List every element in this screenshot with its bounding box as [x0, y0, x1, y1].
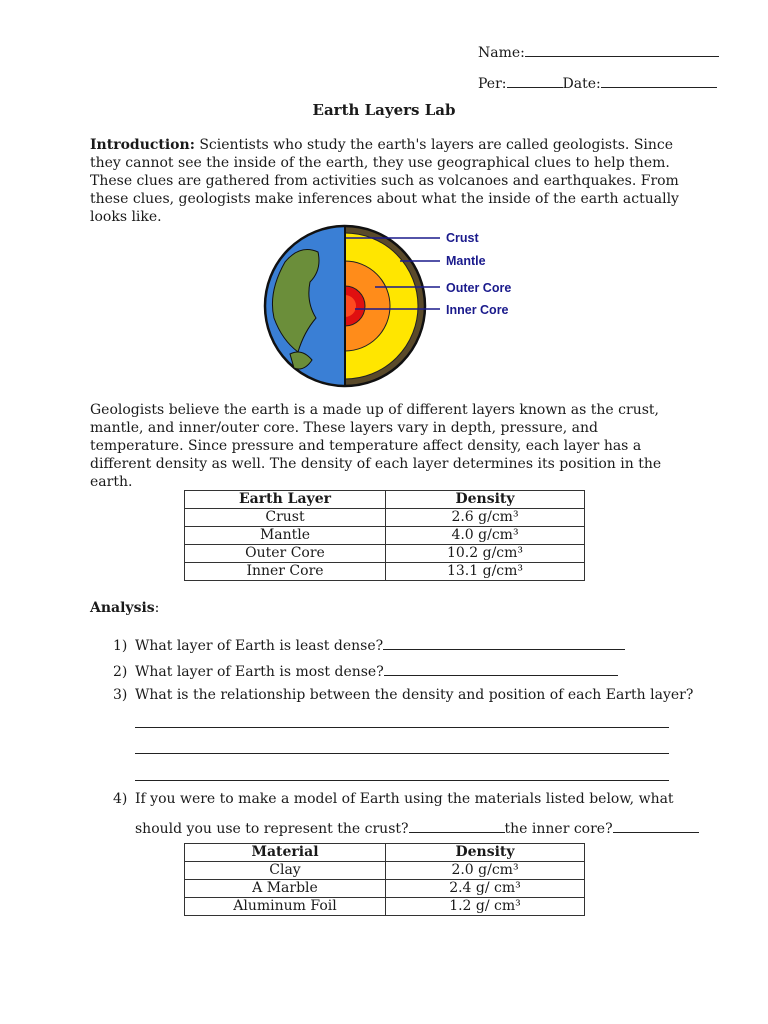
question-1: [113, 635, 625, 654]
table-cell: Crust: [185, 509, 386, 527]
question-number: 2): [113, 664, 128, 680]
column-header: Material: [185, 844, 386, 862]
layers-paragraph: Geologists believe the earth is a made up of different layers known as the crust, mantle, and inner/outer core. These layers vary in depth, pressure, and temperature. Since pressure and temperature affect density, each layer has a different density as well. The density of each layer determines its position in the earth.: [90, 402, 662, 490]
table-row: [185, 509, 585, 527]
question-number: 3): [113, 687, 128, 703]
question-number: 4): [113, 791, 128, 807]
introduction-paragraph: [90, 136, 680, 226]
inner-core-question-text: the inner core?: [504, 821, 613, 837]
table-header-row: [185, 491, 585, 509]
table-cell: 2.4 g/ cm³: [386, 880, 585, 898]
date-field[interactable]: [601, 73, 717, 88]
crust-material-field[interactable]: [409, 818, 505, 833]
analysis-label: Analysis: [90, 600, 155, 616]
table-cell: Outer Core: [185, 545, 386, 563]
answer-3-line-1[interactable]: [135, 727, 669, 728]
table-cell: Inner Core: [185, 563, 386, 581]
introduction-label: Introduction: [90, 137, 190, 153]
answer-1-field[interactable]: [383, 635, 625, 650]
crust-label: Crust: [446, 231, 479, 245]
table-cell: A Marble: [185, 880, 386, 898]
question-text: What is the relationship between the density and position of each Earth layer?: [135, 687, 694, 703]
table-cell: 4.0 g/cm³: [386, 527, 585, 545]
table-row: [185, 880, 585, 898]
inner-core-material-field[interactable]: [613, 818, 699, 833]
per-field[interactable]: [507, 73, 563, 88]
table-cell: 13.1 g/cm³: [386, 563, 585, 581]
answer-2-field[interactable]: [384, 661, 618, 676]
table-row: [185, 898, 585, 916]
outer-core-label: Outer Core: [446, 281, 512, 295]
table-row: [185, 563, 585, 581]
column-header: Density: [386, 844, 585, 862]
column-header: Density: [386, 491, 585, 509]
table-cell: Mantle: [185, 527, 386, 545]
name-label: Name:: [478, 45, 525, 61]
answer-3-line-3[interactable]: [135, 780, 669, 781]
table-cell: 2.6 g/cm³: [386, 509, 585, 527]
question-text: What layer of Earth is most dense?: [135, 664, 384, 680]
introduction-text: Scientists who study the earth's layers are called geologists. Since they cannot see the inside of the earth, they use geographical clues to help them. These clues are gathered from activities such as volcanoes and earthquakes. From these clues, geologists make inferences about what the inside of the earth actually looks like.: [90, 137, 679, 225]
inner-core-label: Inner Core: [446, 303, 509, 317]
question-number: 1): [113, 638, 128, 654]
table-cell: Clay: [185, 862, 386, 880]
table-cell: 1.2 g/ cm³: [386, 898, 585, 916]
mantle-label: Mantle: [446, 254, 486, 268]
table-header-row: [185, 844, 585, 862]
question-4-line-2: [135, 818, 699, 837]
column-header: Earth Layer: [185, 491, 386, 509]
table-row: [185, 862, 585, 880]
question-3: [113, 687, 693, 703]
earth-layers-diagram: [260, 222, 530, 390]
earth-layer-density-table: [184, 490, 585, 581]
table-cell: Aluminum Foil: [185, 898, 386, 916]
question-4: [113, 791, 674, 807]
analysis-heading: [90, 600, 159, 616]
question-2: [113, 661, 618, 680]
table-cell: 10.2 g/cm³: [386, 545, 585, 563]
introduction-colon: :: [189, 137, 195, 153]
per-label: Per:: [478, 76, 507, 92]
table-cell: 2.0 g/cm³: [386, 862, 585, 880]
question-text: If you were to make a model of Earth using the materials listed below, what: [135, 791, 674, 807]
per-date-line[interactable]: [478, 73, 717, 92]
date-label: Date:: [562, 76, 601, 92]
table-row: [185, 545, 585, 563]
page-title: Earth Layers Lab: [312, 101, 456, 119]
table-row: [185, 527, 585, 545]
analysis-colon: :: [154, 600, 160, 616]
crust-question-text: should you use to represent the crust?: [135, 821, 409, 837]
name-line[interactable]: [478, 42, 719, 61]
material-density-table: [184, 843, 585, 916]
name-field[interactable]: [525, 42, 719, 57]
question-text: What layer of Earth is least dense?: [135, 638, 384, 654]
answer-3-line-2[interactable]: [135, 753, 669, 754]
